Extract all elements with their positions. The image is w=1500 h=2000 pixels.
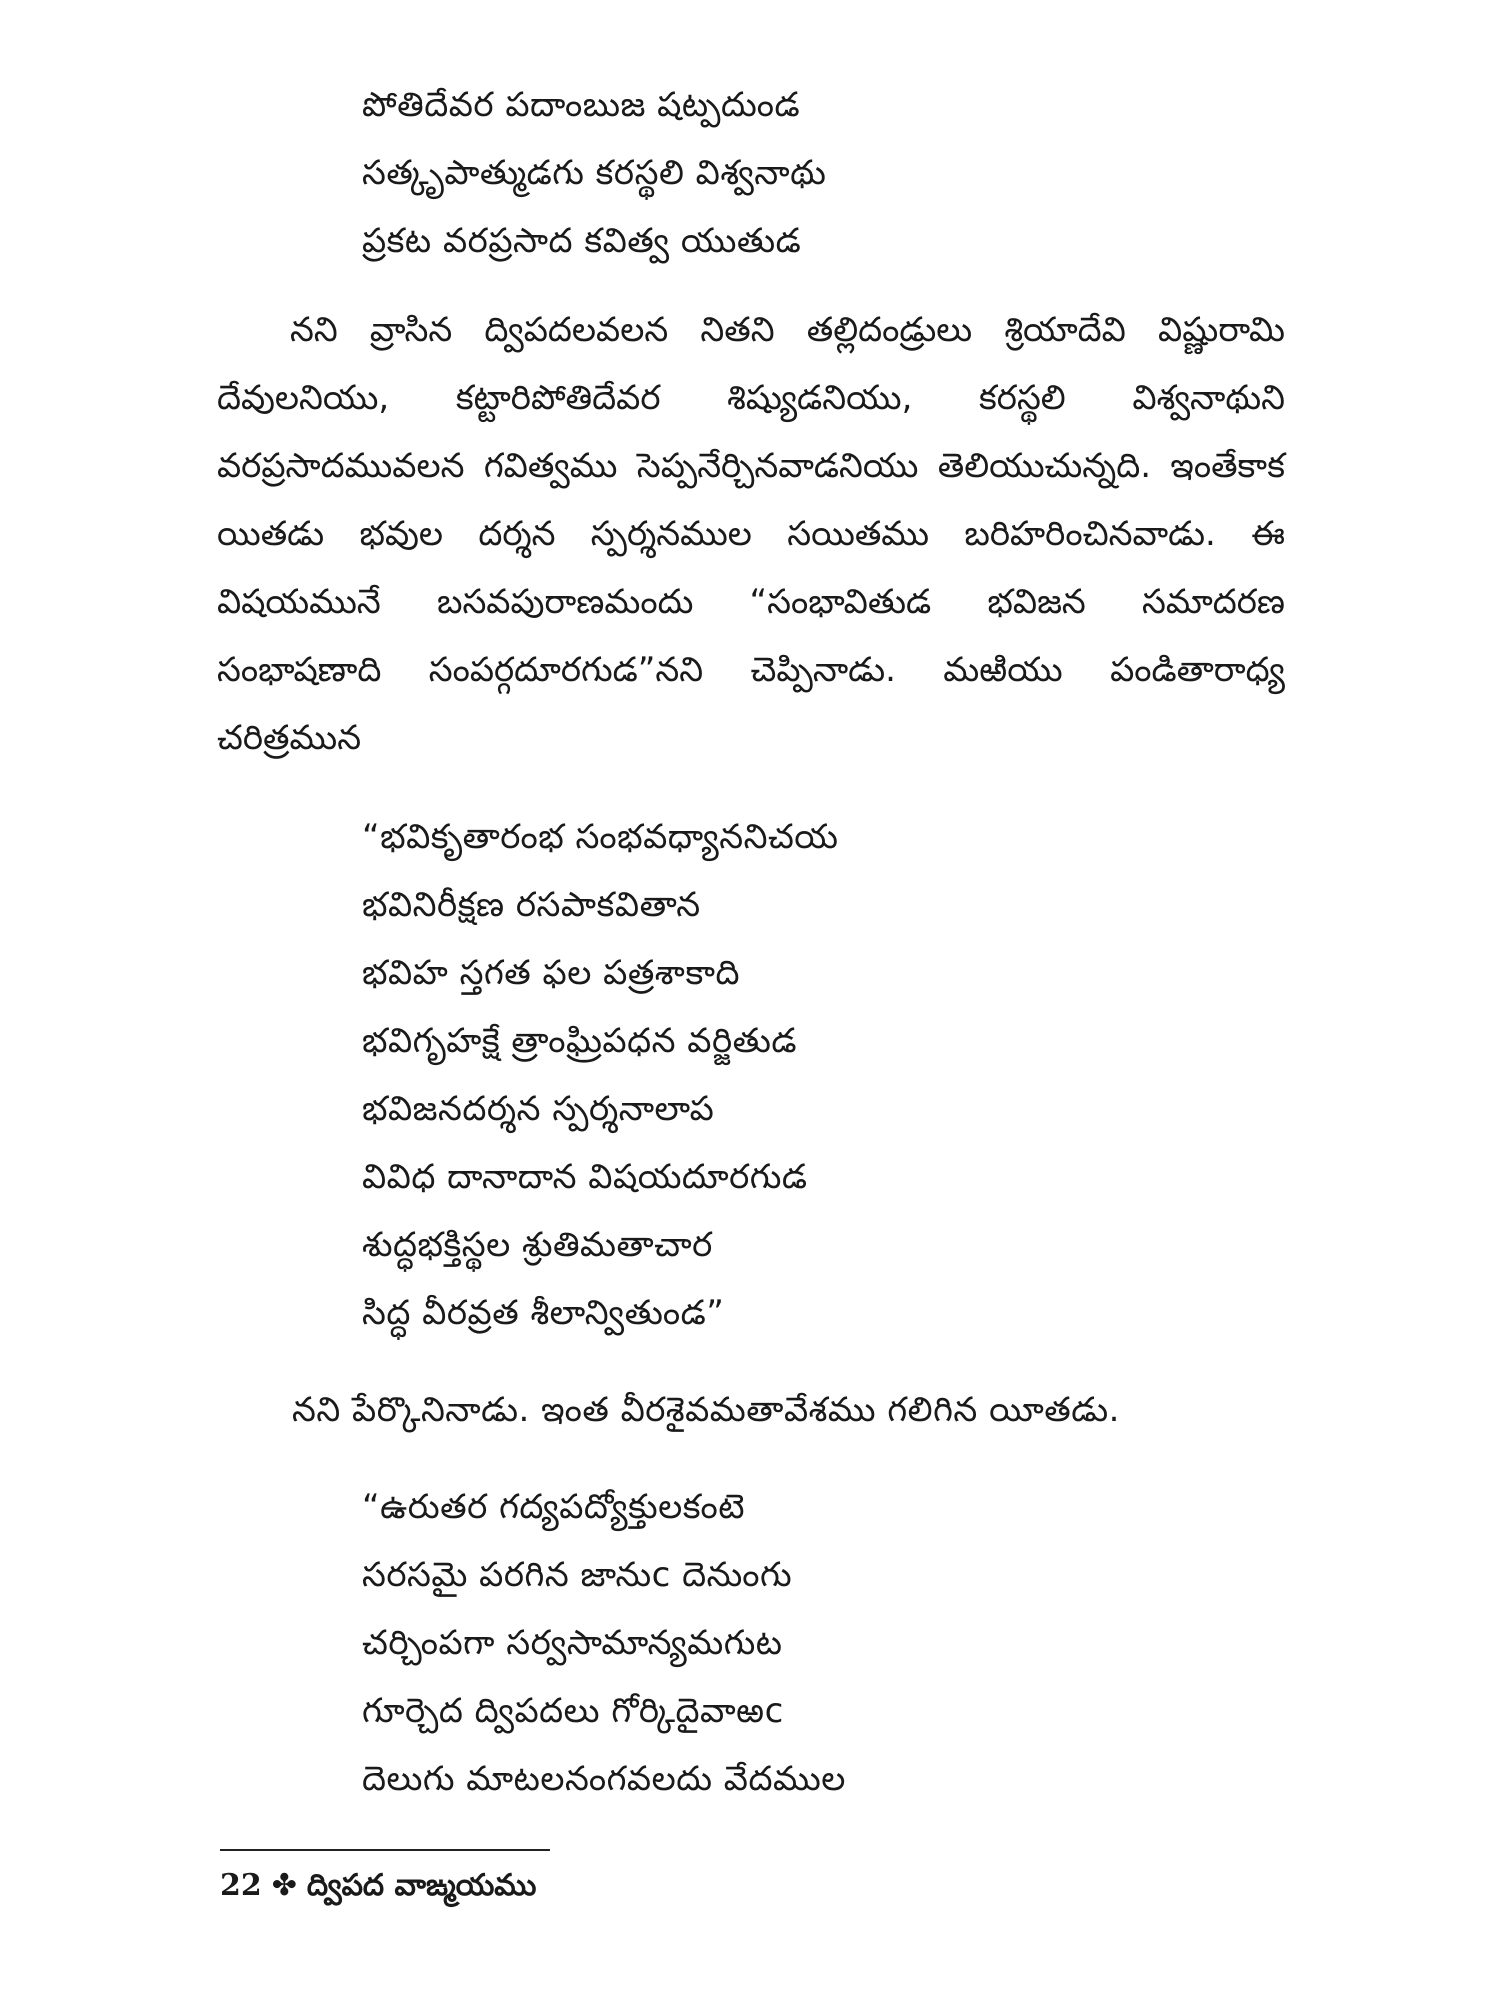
prose-line: చరిత్రమున (217, 718, 362, 758)
verse-line: భవినిరీక్షణ రసపాకవితాన (362, 885, 701, 925)
verse-line: సత్కృపాత్ముడగు కరస్థలి విశ్వనాథు (362, 153, 827, 193)
prose-line: దేవులనియు, కట్టారిపోతిదేవర శిష్యుడనియు, కరస్థలి విశ్వనాథుని (217, 378, 1285, 418)
book-title: ద్విపద వాఙ్మయము (306, 1868, 537, 1903)
verse-line: సరసమై పరగిన జానుc దెనుంగు (362, 1555, 793, 1595)
prose-line: యితడు భవుల దర్శన స్పర్శనముల సయితము బరిహరించినవాడు. ఈ (217, 514, 1285, 554)
verse-line: భవిజనదర్శన స్పర్శనాలాప (362, 1089, 715, 1129)
ornament-icon: ✤ (271, 1868, 297, 1903)
verse-line: ప్రకట వరప్రసాద కవిత్వ యుతుడ (362, 221, 802, 261)
verse-line: వివిధ దానాదాన విషయదూరగుడ (362, 1157, 808, 1197)
prose-line: సంభాషణాది సంపర్గదూరగుడ”నని చెప్పినాడు. మఱియు పండితారాధ్య (217, 650, 1285, 690)
verse-line: “ఉరుతర గద్యపద్యోక్తులకంటె (362, 1487, 745, 1527)
verse-line: గూర్చెద ద్విపదలు గోర్కిదైవాఱc (362, 1691, 784, 1731)
page-number: 22 (220, 1868, 262, 1903)
prose-line: నని వ్రాసిన ద్విపదలవలన నితని తల్లిదండ్రులు శ్రియాదేవి విష్ణురామి (290, 310, 1285, 350)
paragraph-2: నని పేర్కొనినాడు. ఇంత వీరశైవమతావేశము గలిగిన యీతడు. (292, 1390, 1120, 1430)
verse-line: దెలుగు మాటలనంగవలదు వేదముల (362, 1759, 846, 1799)
verse-line: భవిగృహక్షే త్రాంఘ్రిపధన వర్జితుడ (362, 1021, 797, 1061)
verse-line: సిద్ధ వీరవ్రత శీలాన్వితుండ” (362, 1293, 725, 1333)
verse-line: “భవికృతారంభ సంభవధ్యాననిచయ (362, 817, 839, 857)
verse-line: పోతిదేవర పదాంబుజ షట్పదుండ (362, 85, 801, 125)
verse-line: చర్చింపగా సర్వసామాన్యమగుట (362, 1623, 783, 1663)
verse-line: భవిహ స్తగత ఫల పత్రశాకాది (362, 953, 740, 993)
prose-line: విషయమునే బసవపురాణమందు “సంభావితుడ భవిజన సమాదరణ (217, 582, 1285, 622)
footer-rule (220, 1849, 550, 1851)
page-footer (220, 1868, 536, 1904)
verse-line: శుద్ధభక్తిస్థల శ్రుతిమతాచార (362, 1225, 713, 1265)
prose-line: వరప్రసాదమువలన గవిత్వము సెప్పనేర్చినవాడనియు తెలియుచున్నది. ఇంతేకాక (217, 446, 1285, 486)
